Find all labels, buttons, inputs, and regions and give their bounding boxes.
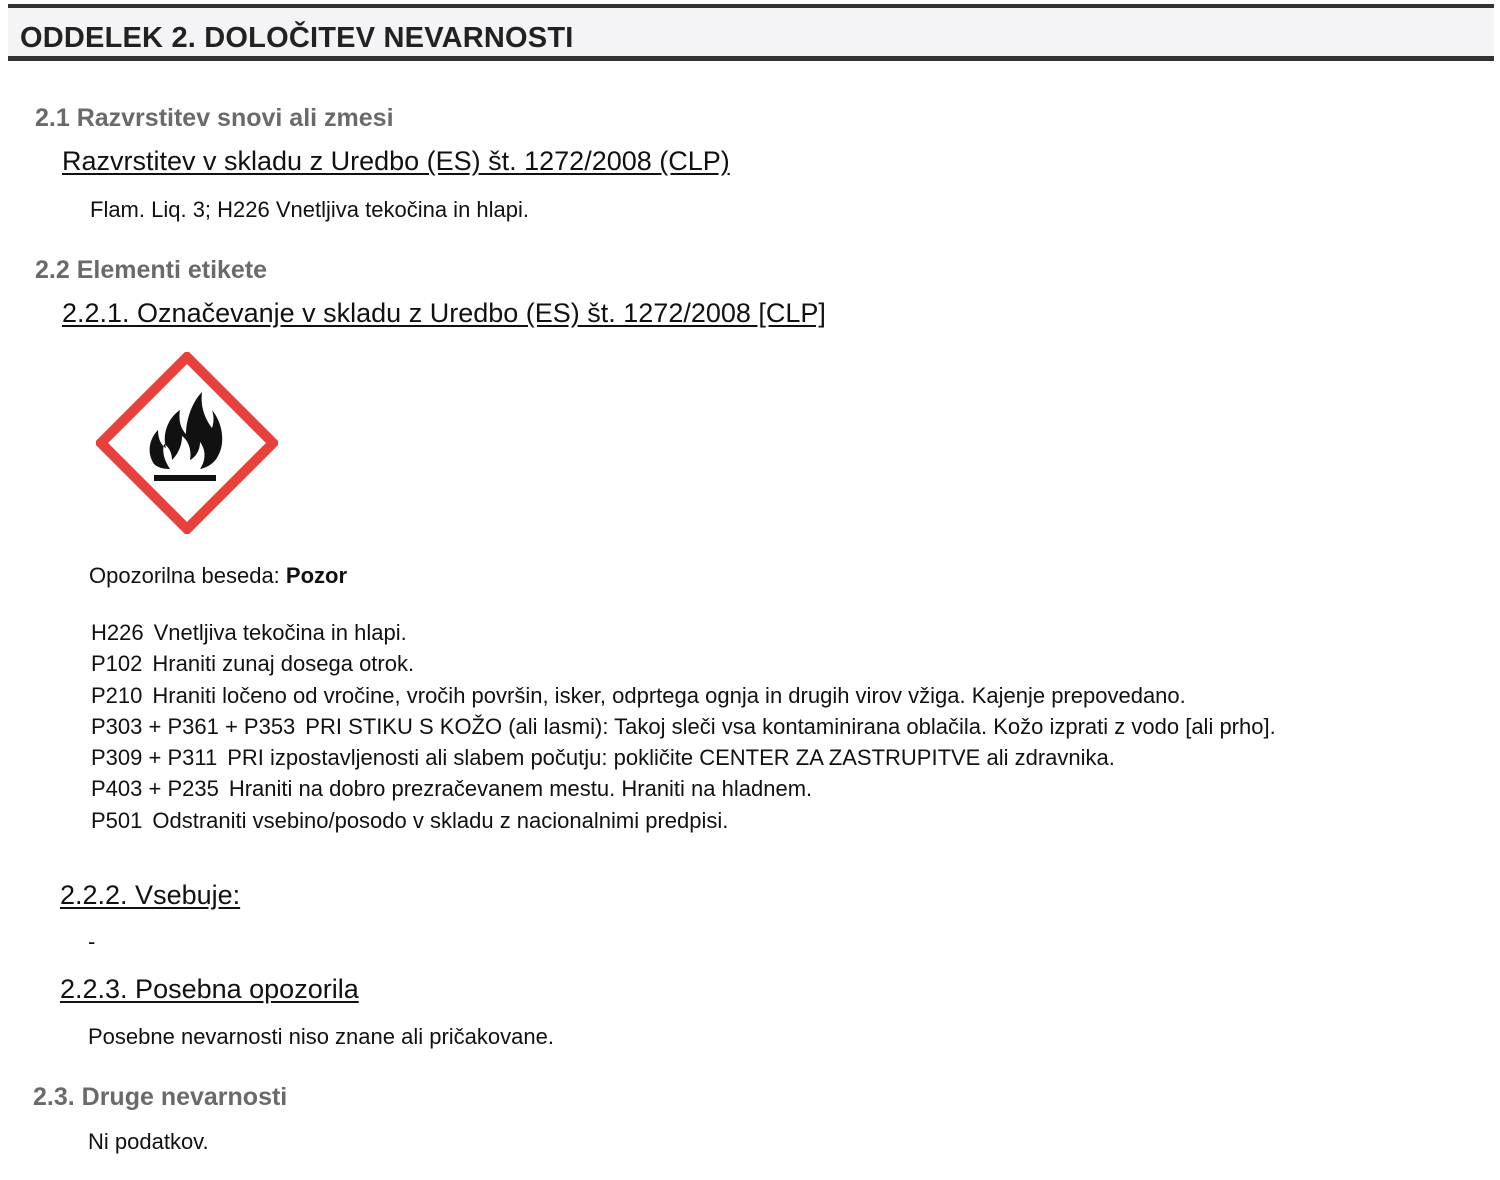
section-title: ODDELEK 2. DOLOČITEV NEVARNOSTI — [20, 22, 574, 54]
statement-row — [91, 648, 1276, 679]
section-header — [8, 4, 1494, 61]
heading-2-3: 2.3. Druge nevarnosti — [33, 1083, 288, 1111]
statement-text: Odstraniti vsebino/posodo v skladu z nacionalnimi predpisi. — [152, 807, 729, 833]
statement-text: PRI izpostavljenosti ali slabem počutju: pokličite CENTER ZA ZASTRUPITVE ali zdravnika. — [227, 745, 1115, 771]
statement-code: P403 + P235 — [91, 776, 219, 802]
heading-2-2: 2.2 Elementi etikete — [35, 256, 268, 284]
signal-word: Pozor — [285, 563, 348, 588]
statement-code: P102 — [91, 651, 143, 677]
heading-2-2-2: 2.2.2. Vsebuje: — [60, 880, 241, 910]
statement-text: Hraniti zunaj dosega otrok. — [152, 651, 415, 677]
heading-2-2-1: 2.2.1. Označevanje v skladu z Uredbo (ES) št. 1272/2008 [CLP] — [62, 298, 826, 328]
statement-text: Vnetljiva tekočina in hlapi. — [153, 620, 407, 645]
other-hazards-text: Ni podatkov. — [88, 1129, 209, 1154]
signal-word-line — [89, 563, 347, 589]
subheading-clp-classification: Razvrstitev v skladu z Uredbo (ES) št. 1272/2008 (CLP) — [62, 146, 730, 176]
statement-code: P210 — [91, 682, 143, 708]
contains-value: - — [88, 929, 96, 954]
special-warnings-text: Posebne nevarnosti niso znane ali pričakovane. — [88, 1024, 554, 1049]
heading-2-1: 2.1 Razvrstitev snovi ali zmesi — [35, 104, 394, 132]
ghs02-flame-icon — [96, 352, 278, 534]
statement-text: Hraniti na dobro prezračevanem mestu. Hraniti na hladnem. — [228, 776, 813, 802]
statement-code: H226 — [91, 620, 144, 645]
statement-row — [91, 742, 1276, 773]
statement-text: Hraniti ločeno od vročine, vročih površin, isker, odprtega ognja in drugih virov vžiga. Kajenje prepovedano. — [152, 682, 1186, 708]
classification-text: Flam. Liq. 3; H226 Vnetljiva tekočina in hlapi. — [90, 197, 530, 222]
heading-2-2-3: 2.2.3. Posebna opozorila — [60, 974, 359, 1004]
statement-row — [91, 805, 1276, 836]
statement-row — [91, 773, 1276, 804]
statement-row — [91, 680, 1276, 711]
signal-word-label: Opozorilna beseda: — [89, 563, 280, 588]
hazard-precautionary-statements — [91, 617, 1276, 836]
statement-row — [91, 711, 1276, 742]
statement-row — [91, 617, 1276, 648]
statement-code: P303 + P361 + P353 — [91, 713, 296, 739]
statement-code: P309 + P311 — [91, 745, 218, 771]
statement-text: PRI STIKU S KOŽO (ali lasmi): Takoj sleči vsa kontaminirana oblačila. Kožo izprati z vodo [ali prho]. — [305, 713, 1276, 739]
statement-code: P501 — [91, 807, 143, 833]
